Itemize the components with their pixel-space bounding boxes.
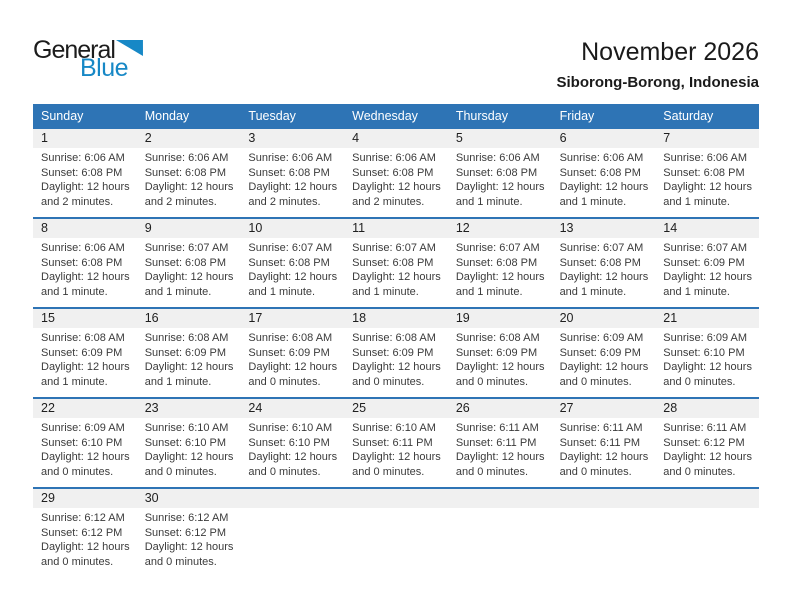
sunset-line: Sunset: 6:08 PM: [455, 256, 538, 269]
sunset-line: Sunset: 6:10 PM: [663, 346, 745, 359]
day-number-band: [240, 399, 344, 418]
day-number: 13: [559, 221, 574, 236]
day-number: 5: [455, 131, 463, 146]
day-cell: [552, 309, 656, 397]
day-number: 20: [559, 311, 574, 326]
sunset-line: Sunset: 6:09 PM: [352, 346, 434, 359]
empty-day-cell: [448, 489, 552, 577]
day-number-band: [552, 219, 656, 238]
daylight-line: Daylight: 12 hours and 0 minutes.: [144, 541, 234, 569]
sunset-line: Sunset: 6:08 PM: [559, 256, 641, 269]
day-details: [448, 418, 552, 480]
day-number-band: [137, 489, 241, 508]
sunset-line: Sunset: 6:12 PM: [663, 436, 745, 449]
day-number: 19: [455, 311, 470, 326]
day-number-band: [344, 219, 448, 238]
day-details: [240, 148, 344, 210]
daylight-line: Daylight: 12 hours and 1 minute.: [144, 271, 234, 299]
day-details: [344, 238, 448, 300]
day-details: [655, 418, 759, 480]
sunrise-line: Sunrise: 6:08 AM: [41, 331, 125, 344]
day-cell: [344, 399, 448, 487]
day-number-band: [448, 489, 552, 508]
day-number: 23: [144, 401, 159, 416]
daylight-line: Daylight: 12 hours and 0 minutes.: [248, 451, 338, 479]
day-number: 27: [559, 401, 574, 416]
empty-day-cell: [552, 489, 656, 577]
day-details: [344, 418, 448, 480]
day-details: [552, 238, 656, 300]
day-number-band: [33, 129, 137, 148]
daylight-line: Daylight: 12 hours and 0 minutes.: [352, 451, 441, 479]
day-number-band: [137, 309, 241, 328]
sunset-line: Sunset: 6:09 PM: [663, 256, 745, 269]
weekday-header-wednesday: Wednesday: [352, 109, 418, 124]
sunrise-line: Sunrise: 6:11 AM: [663, 421, 747, 434]
weekday-header-monday: Monday: [144, 109, 190, 124]
sunrise-line: Sunrise: 6:06 AM: [41, 151, 125, 164]
day-number: 12: [455, 221, 470, 236]
empty-day-cell: [655, 489, 759, 577]
day-number: 8: [41, 221, 48, 236]
sunset-line: Sunset: 6:10 PM: [41, 436, 123, 449]
day-number-band: [655, 309, 759, 328]
daylight-line: Daylight: 12 hours and 1 minute.: [663, 181, 752, 209]
sunrise-line: Sunrise: 6:08 AM: [352, 331, 436, 344]
day-number-band: [33, 219, 137, 238]
day-cell: [552, 129, 656, 217]
day-details: [448, 238, 552, 300]
calendar-weeks: [33, 129, 759, 577]
day-number: 29: [41, 491, 55, 506]
daylight-line: Daylight: 12 hours and 1 minute.: [455, 271, 545, 299]
day-details: [552, 148, 656, 210]
sunrise-line: Sunrise: 6:06 AM: [144, 151, 229, 164]
day-details: [344, 328, 448, 390]
day-number-band: [448, 399, 552, 418]
sunset-line: Sunset: 6:11 PM: [455, 436, 537, 449]
sunset-line: Sunset: 6:10 PM: [144, 436, 227, 449]
day-details: [33, 238, 137, 300]
calendar-header-row: [33, 104, 759, 129]
day-details: [448, 148, 552, 210]
day-cell: [552, 399, 656, 487]
empty-day-cell: [344, 489, 448, 577]
sunset-line: Sunset: 6:09 PM: [559, 346, 641, 359]
day-cell: [655, 399, 759, 487]
day-details: [240, 238, 344, 300]
day-number-band: [552, 489, 656, 508]
day-number-band: [33, 489, 137, 508]
day-number-band: [655, 399, 759, 418]
day-number-band: [344, 129, 448, 148]
sunrise-line: Sunrise: 6:12 AM: [41, 511, 125, 524]
day-number-band: [448, 309, 552, 328]
day-number: 14: [663, 221, 678, 236]
day-number: 17: [248, 311, 263, 326]
day-number: 3: [248, 131, 256, 146]
day-number-band: [655, 129, 759, 148]
sunrise-line: Sunrise: 6:08 AM: [455, 331, 540, 344]
day-cell: [655, 129, 759, 217]
daylight-line: Daylight: 12 hours and 1 minute.: [41, 361, 130, 389]
day-cell: [33, 489, 137, 577]
daylight-line: Daylight: 12 hours and 2 minutes.: [144, 181, 234, 209]
sunset-line: Sunset: 6:08 PM: [559, 166, 641, 179]
daylight-line: Daylight: 12 hours and 0 minutes.: [455, 361, 545, 389]
day-number: 6: [559, 131, 567, 146]
weekday-header-friday: Friday: [559, 109, 595, 124]
day-details: [552, 328, 656, 390]
weekday-header-sunday: Sunday: [41, 109, 84, 124]
day-details: [137, 328, 241, 390]
day-details: [137, 148, 241, 210]
day-number-band: [240, 129, 344, 148]
week-row: [33, 487, 759, 577]
sunset-line: Sunset: 6:09 PM: [41, 346, 123, 359]
sunset-line: Sunset: 6:12 PM: [41, 526, 123, 539]
day-number-band: [240, 309, 344, 328]
day-number: 4: [352, 131, 360, 146]
daylight-line: Daylight: 12 hours and 2 minutes.: [352, 181, 441, 209]
day-details: [240, 328, 344, 390]
day-number-band: [33, 309, 137, 328]
sunset-line: Sunset: 6:08 PM: [455, 166, 538, 179]
daylight-line: Daylight: 12 hours and 0 minutes.: [41, 541, 130, 569]
day-number: 1: [41, 131, 48, 146]
daylight-line: Daylight: 12 hours and 0 minutes.: [144, 451, 234, 479]
week-row: [33, 397, 759, 487]
day-number: 7: [663, 131, 671, 146]
day-cell: [137, 489, 241, 577]
day-cell: [655, 309, 759, 397]
day-details: [33, 418, 137, 480]
day-number-band: [137, 219, 241, 238]
day-cell: [448, 219, 552, 307]
sunset-line: Sunset: 6:09 PM: [144, 346, 227, 359]
day-details: [33, 148, 137, 210]
sunset-line: Sunset: 6:09 PM: [248, 346, 330, 359]
sunrise-line: Sunrise: 6:07 AM: [559, 241, 644, 254]
day-details: [655, 328, 759, 390]
day-number-band: [448, 129, 552, 148]
daylight-line: Daylight: 12 hours and 1 minute.: [248, 271, 338, 299]
week-row: [33, 217, 759, 307]
day-cell: [240, 129, 344, 217]
day-cell: [344, 129, 448, 217]
daylight-line: Daylight: 12 hours and 0 minutes.: [559, 451, 649, 479]
sunrise-line: Sunrise: 6:09 AM: [663, 331, 748, 344]
day-number: 16: [144, 311, 159, 326]
sunrise-line: Sunrise: 6:06 AM: [663, 151, 748, 164]
day-details: [240, 418, 344, 480]
daylight-line: Daylight: 12 hours and 0 minutes.: [559, 361, 649, 389]
sunset-line: Sunset: 6:08 PM: [352, 166, 434, 179]
day-cell: [33, 129, 137, 217]
sunset-line: Sunset: 6:08 PM: [144, 166, 227, 179]
daylight-line: Daylight: 12 hours and 1 minute.: [352, 271, 441, 299]
sunrise-line: Sunrise: 6:09 AM: [559, 331, 644, 344]
day-number: 18: [352, 311, 367, 326]
day-details: [33, 508, 137, 570]
day-details: [137, 418, 241, 480]
week-row: [33, 129, 759, 217]
weekday-header-saturday: Saturday: [663, 109, 714, 124]
page-header: [0, 0, 792, 91]
sunrise-line: Sunrise: 6:10 AM: [144, 421, 229, 434]
day-details: [137, 238, 241, 300]
day-number: 21: [663, 311, 678, 326]
day-cell: [344, 309, 448, 397]
weekday-header-thursday: Thursday: [455, 109, 508, 124]
daylight-line: Daylight: 12 hours and 0 minutes.: [352, 361, 441, 389]
day-number: 10: [248, 221, 263, 236]
sunrise-line: Sunrise: 6:07 AM: [352, 241, 436, 254]
page-title: November 2026: [581, 38, 759, 66]
general-blue-logo: [33, 38, 143, 81]
sunset-line: Sunset: 6:08 PM: [41, 166, 123, 179]
day-cell: [33, 219, 137, 307]
logo-text-general: General: [33, 36, 115, 64]
sunrise-line: Sunrise: 6:10 AM: [352, 421, 436, 434]
sunrise-line: Sunrise: 6:06 AM: [559, 151, 644, 164]
sunrise-line: Sunrise: 6:08 AM: [248, 331, 333, 344]
day-number: 26: [455, 401, 470, 416]
day-details: [33, 328, 137, 390]
sunrise-line: Sunrise: 6:06 AM: [455, 151, 540, 164]
day-cell: [137, 399, 241, 487]
day-cell: [240, 309, 344, 397]
day-number: 11: [352, 221, 366, 236]
day-cell: [137, 219, 241, 307]
daylight-line: Daylight: 12 hours and 1 minute.: [559, 181, 649, 209]
daylight-line: Daylight: 12 hours and 0 minutes.: [663, 451, 752, 479]
sunset-line: Sunset: 6:11 PM: [559, 436, 641, 449]
day-details: [552, 418, 656, 480]
daylight-line: Daylight: 12 hours and 1 minute.: [455, 181, 545, 209]
day-number-band: [552, 399, 656, 418]
day-details: [448, 328, 552, 390]
sunrise-line: Sunrise: 6:07 AM: [455, 241, 540, 254]
sunset-line: Sunset: 6:10 PM: [248, 436, 330, 449]
day-number-band: [240, 219, 344, 238]
day-number-band: [552, 129, 656, 148]
day-details: [655, 238, 759, 300]
sunrise-line: Sunrise: 6:09 AM: [41, 421, 125, 434]
logo-text-blue: Blue: [80, 54, 129, 82]
sunrise-line: Sunrise: 6:10 AM: [248, 421, 333, 434]
daylight-line: Daylight: 12 hours and 0 minutes.: [248, 361, 338, 389]
daylight-line: Daylight: 12 hours and 1 minute.: [144, 361, 234, 389]
sunset-line: Sunset: 6:11 PM: [352, 436, 433, 449]
day-number-band: [655, 219, 759, 238]
day-number: 2: [144, 131, 152, 146]
daylight-line: Daylight: 12 hours and 1 minute.: [663, 271, 752, 299]
sunrise-line: Sunrise: 6:06 AM: [41, 241, 125, 254]
day-number-band: [344, 309, 448, 328]
day-number: 24: [248, 401, 263, 416]
day-cell: [448, 399, 552, 487]
day-details: [137, 508, 241, 570]
empty-day-cell: [240, 489, 344, 577]
sunset-line: Sunset: 6:08 PM: [144, 256, 227, 269]
title-block: [557, 38, 760, 91]
sunset-line: Sunset: 6:08 PM: [248, 166, 330, 179]
weekday-header-tuesday: Tuesday: [248, 109, 296, 124]
day-cell: [552, 219, 656, 307]
day-number-band: [655, 489, 759, 508]
day-number-band: [344, 399, 448, 418]
sunrise-line: Sunrise: 6:07 AM: [663, 241, 748, 254]
day-cell: [137, 129, 241, 217]
day-number: 28: [663, 401, 678, 416]
day-number-band: [33, 399, 137, 418]
day-number-band: [137, 129, 241, 148]
day-details: [344, 148, 448, 210]
sunrise-line: Sunrise: 6:07 AM: [144, 241, 229, 254]
day-cell: [240, 399, 344, 487]
day-details: [655, 148, 759, 210]
sunset-line: Sunset: 6:08 PM: [352, 256, 434, 269]
daylight-line: Daylight: 12 hours and 0 minutes.: [663, 361, 752, 389]
sunrise-line: Sunrise: 6:12 AM: [144, 511, 229, 524]
day-cell: [448, 309, 552, 397]
daylight-line: Daylight: 12 hours and 0 minutes.: [41, 451, 130, 479]
week-row: [33, 307, 759, 397]
day-number: 30: [144, 491, 159, 506]
sunset-line: Sunset: 6:12 PM: [144, 526, 227, 539]
daylight-line: Daylight: 12 hours and 2 minutes.: [41, 181, 130, 209]
sunset-line: Sunset: 6:08 PM: [41, 256, 123, 269]
day-cell: [344, 219, 448, 307]
daylight-line: Daylight: 12 hours and 0 minutes.: [455, 451, 545, 479]
sunrise-line: Sunrise: 6:06 AM: [352, 151, 436, 164]
calendar-table: [33, 104, 759, 577]
day-cell: [240, 219, 344, 307]
day-number-band: [448, 219, 552, 238]
sunset-line: Sunset: 6:08 PM: [663, 166, 745, 179]
daylight-line: Daylight: 12 hours and 1 minute.: [41, 271, 130, 299]
day-number-band: [240, 489, 344, 508]
day-number-band: [344, 489, 448, 508]
sunrise-line: Sunrise: 6:08 AM: [144, 331, 229, 344]
sunrise-line: Sunrise: 6:11 AM: [559, 421, 643, 434]
daylight-line: Daylight: 12 hours and 1 minute.: [559, 271, 649, 299]
day-number: 15: [41, 311, 55, 326]
day-cell: [137, 309, 241, 397]
day-cell: [448, 129, 552, 217]
day-number-band: [552, 309, 656, 328]
day-number-band: [137, 399, 241, 418]
sunrise-line: Sunrise: 6:06 AM: [248, 151, 333, 164]
day-number: 25: [352, 401, 367, 416]
day-cell: [33, 399, 137, 487]
sunset-line: Sunset: 6:08 PM: [248, 256, 330, 269]
sunrise-line: Sunrise: 6:07 AM: [248, 241, 333, 254]
day-cell: [655, 219, 759, 307]
day-number: 22: [41, 401, 55, 416]
daylight-line: Daylight: 12 hours and 2 minutes.: [248, 181, 338, 209]
day-number: 9: [144, 221, 152, 236]
day-cell: [33, 309, 137, 397]
sunset-line: Sunset: 6:09 PM: [455, 346, 538, 359]
sunrise-line: Sunrise: 6:11 AM: [455, 421, 539, 434]
page-subtitle: Siborong-Borong, Indonesia: [556, 73, 759, 91]
